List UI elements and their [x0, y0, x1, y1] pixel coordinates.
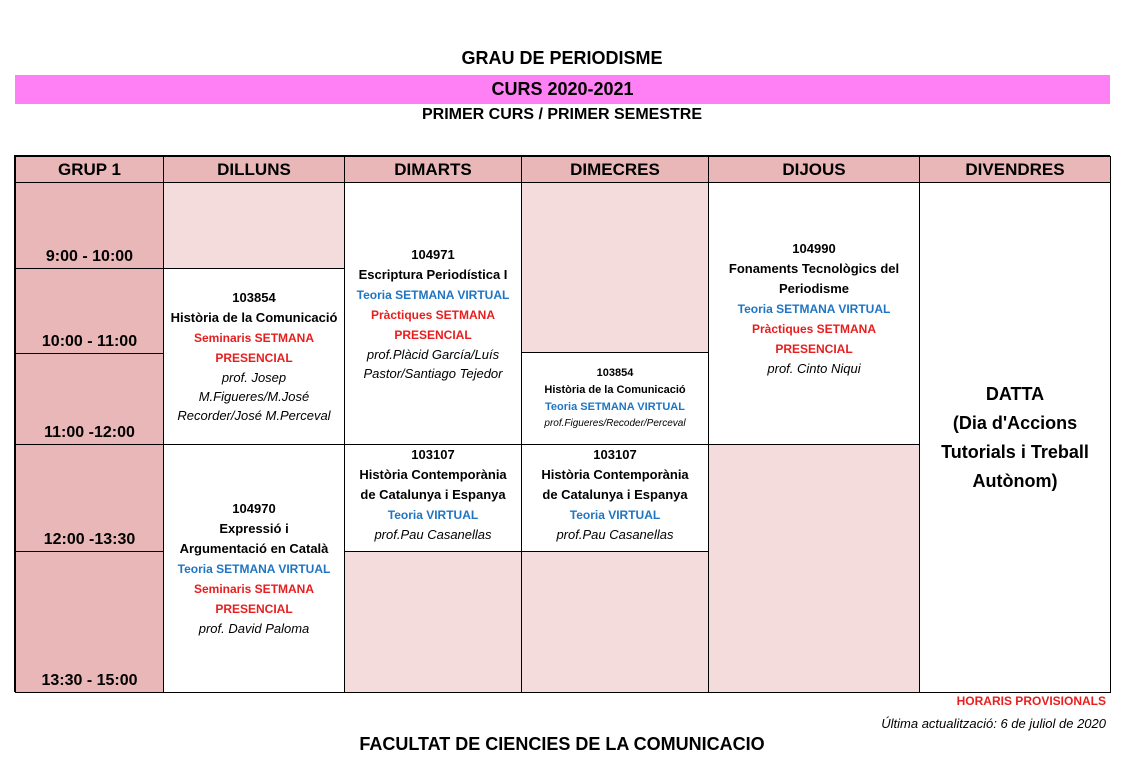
professor-name: prof.Pau Casanellas [374, 527, 492, 542]
course-code: 104971 [411, 246, 455, 262]
class-block-fri-datta [919, 182, 1111, 693]
class-block-wed-1 [521, 352, 709, 445]
course-name: Periodisme [778, 281, 850, 296]
time-slot-2: 10:00 - 11:00 [15, 268, 164, 354]
modality-label: Pràctiques SETMANA [370, 307, 496, 322]
faculty-footer: FACULTAT DE CIENCIES DE LA COMUNICACIO [359, 734, 765, 754]
professor-name: prof.Pau Casanellas [556, 527, 674, 542]
course-name: Fonaments Tecnològics del [728, 261, 900, 276]
modality-label: Seminaris SETMANA [193, 331, 315, 345]
time-slot-3: 11:00 -12:00 [15, 353, 164, 445]
professor-name: Pastor/Santiago Tejedor [363, 365, 503, 381]
professor-name: prof. Cinto Niqui [767, 361, 861, 376]
modality-label: Teoria VIRTUAL [387, 508, 479, 522]
course-name: Història Contemporània [541, 467, 689, 482]
course-banner: CURS 2020-2021 [15, 75, 1110, 104]
course-name: Expressió i [219, 521, 289, 536]
provisional-notice: HORARIS PROVISIONALS [956, 694, 1106, 708]
class-block-mon-1 [163, 268, 345, 445]
professor-name: prof.Figueres/Recoder/Perceval [544, 418, 686, 429]
course-name: Història de la Comunicació [544, 384, 686, 396]
time-slot-4: 12:00 -13:30 [15, 444, 164, 552]
empty-slot [521, 551, 709, 693]
professor-name: Recorder/José M.Perceval [177, 408, 331, 423]
modality-label: PRESENCIAL [215, 351, 293, 365]
semester-subtitle: PRIMER CURS / PRIMER SEMESTRE [421, 106, 703, 123]
professor-name: prof. Josep [221, 370, 287, 385]
schedule-table [14, 155, 1110, 692]
class-block-tue-2 [344, 444, 522, 552]
page-title: GRAU DE PERIODISME [461, 48, 663, 68]
course-name: Escriptura Periodística I [358, 266, 508, 282]
modality-label: Seminaris SETMANA [193, 582, 315, 596]
col-header-monday: DILLUNS [163, 156, 345, 183]
time-slot-1: 9:00 - 10:00 [15, 182, 164, 269]
class-block-tue-1 [344, 182, 522, 445]
last-updated: Última actualització: 6 de juliol de 2020 [881, 716, 1106, 731]
course-code: 103107 [411, 447, 455, 462]
course-code: 104990 [792, 241, 836, 256]
course-code: 104970 [232, 501, 276, 516]
professor-name: prof.Plàcid García/Luís [366, 346, 500, 362]
col-header-group: GRUP 1 [15, 156, 164, 183]
professor-name: prof. David Paloma [198, 621, 310, 636]
modality-label: Teoria SETMANA VIRTUAL [545, 401, 685, 413]
datta-label: DATTA [985, 383, 1045, 404]
col-header-friday: DIVENDRES [919, 156, 1111, 183]
class-block-thu-1 [708, 182, 920, 445]
datta-description: (Dia d'Accions [952, 412, 1078, 433]
modality-label: Teoria SETMANA VIRTUAL [737, 302, 891, 316]
professor-name: M.Figueres/M.José [198, 389, 310, 404]
modality-label: Pràctiques SETMANA [751, 322, 877, 336]
course-name: de Catalunya i Espanya [360, 487, 506, 502]
course-name: Argumentació en Català [179, 541, 329, 556]
col-header-thursday: DIJOUS [708, 156, 920, 183]
col-header-wednesday: DIMECRES [521, 156, 709, 183]
class-block-wed-2 [521, 444, 709, 552]
modality-label: Teoria SETMANA VIRTUAL [177, 562, 331, 576]
empty-slot [708, 444, 920, 693]
course-code: 103854 [232, 290, 276, 305]
course-name: Història Contemporània [359, 467, 507, 482]
class-block-mon-2 [163, 444, 345, 693]
empty-slot [521, 182, 709, 353]
col-header-tuesday: DIMARTS [344, 156, 522, 183]
empty-slot [163, 182, 345, 269]
course-name: de Catalunya i Espanya [542, 487, 688, 502]
modality-label: PRESENCIAL [394, 327, 472, 342]
course-code: 103107 [593, 447, 637, 462]
course-name: Història de la Comunicació [170, 310, 338, 325]
datta-description: Tutorials i Treball [941, 441, 1089, 462]
modality-label: PRESENCIAL [775, 342, 853, 356]
datta-description: Autònom) [972, 470, 1058, 491]
empty-slot [344, 551, 522, 693]
modality-label: Teoria VIRTUAL [569, 508, 661, 522]
course-code: 103854 [596, 367, 634, 379]
modality-label: Teoria SETMANA VIRTUAL [356, 287, 510, 302]
time-slot-5: 13:30 - 15:00 [15, 551, 164, 693]
modality-label: PRESENCIAL [215, 602, 293, 616]
